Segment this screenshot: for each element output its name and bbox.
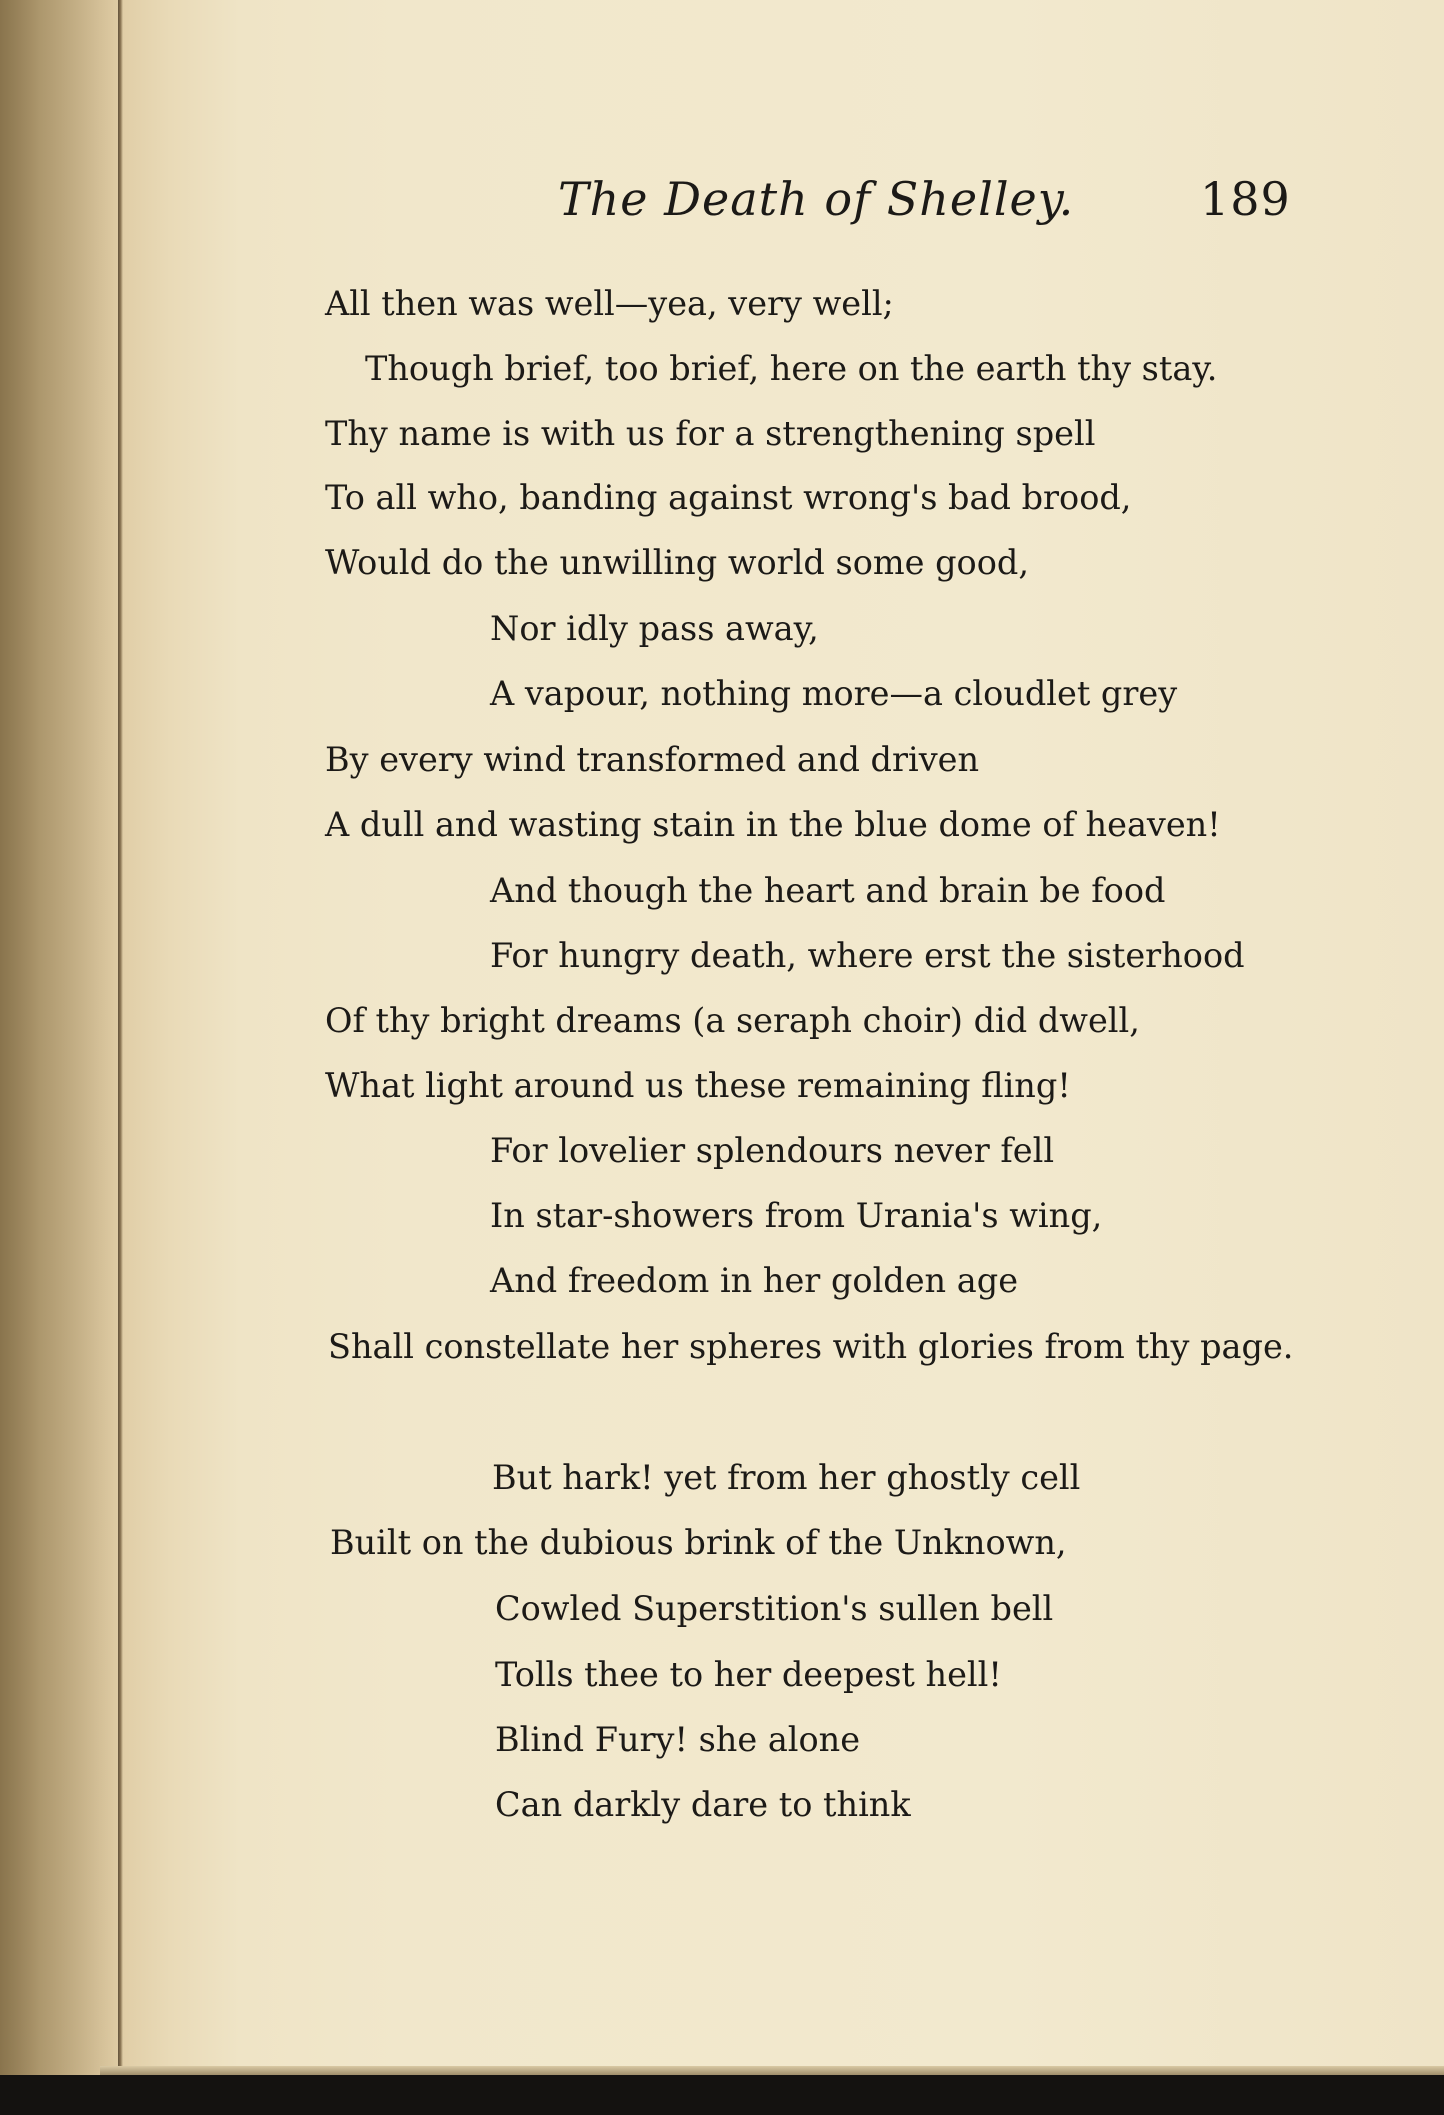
poem-line: Blind Fury! she alone — [495, 1720, 861, 1759]
page-number: 189 — [1200, 172, 1291, 226]
poem-line: Of thy bright dreams (a seraph choir) did dwell, — [325, 1001, 1140, 1040]
poem-line: In star-showers from Urania's wing, — [490, 1196, 1103, 1235]
poem-line: To all who, banding against wrong's bad brood, — [325, 478, 1132, 517]
poem-line: And though the heart and brain be food — [490, 871, 1166, 910]
poem-line: A vapour, nothing more—a cloudlet grey — [490, 674, 1178, 713]
poem-line: Nor idly pass away, — [490, 609, 819, 648]
scan-border — [0, 2075, 1444, 2115]
poem-line: And freedom in her golden age — [490, 1261, 1019, 1300]
poem-line: Shall constellate her spheres with glories from thy page. — [328, 1327, 1294, 1366]
poem-line: Cowled Superstition's sullen bell — [495, 1589, 1054, 1628]
running-title: The Death of Shelley. — [558, 172, 1075, 226]
poem-line: All then was well—yea, very well; — [325, 284, 894, 323]
poem-line: Can darkly dare to think — [495, 1785, 911, 1824]
poem-line: Though brief, too brief, here on the earth thy stay. — [365, 349, 1218, 388]
poem-line: A dull and wasting stain in the blue dome of heaven! — [325, 805, 1221, 844]
poem-line: For lovelier splendours never fell — [490, 1131, 1055, 1170]
poem-line: For hungry death, where erst the sisterhood — [490, 936, 1245, 975]
poem-line: What light around us these remaining fling! — [325, 1066, 1071, 1105]
poem-line: Built on the dubious brink of the Unknown, — [330, 1523, 1067, 1562]
poem-line: Tolls thee to her deepest hell! — [495, 1655, 1002, 1694]
page-bottom-edge — [100, 2066, 1444, 2075]
poem-line: Thy name is with us for a strengthening spell — [325, 414, 1096, 453]
poem-line: But hark! yet from her ghostly cell — [492, 1458, 1081, 1497]
poem-line: By every wind transformed and driven — [325, 740, 980, 779]
poem-line: Would do the unwilling world some good, — [325, 543, 1029, 582]
